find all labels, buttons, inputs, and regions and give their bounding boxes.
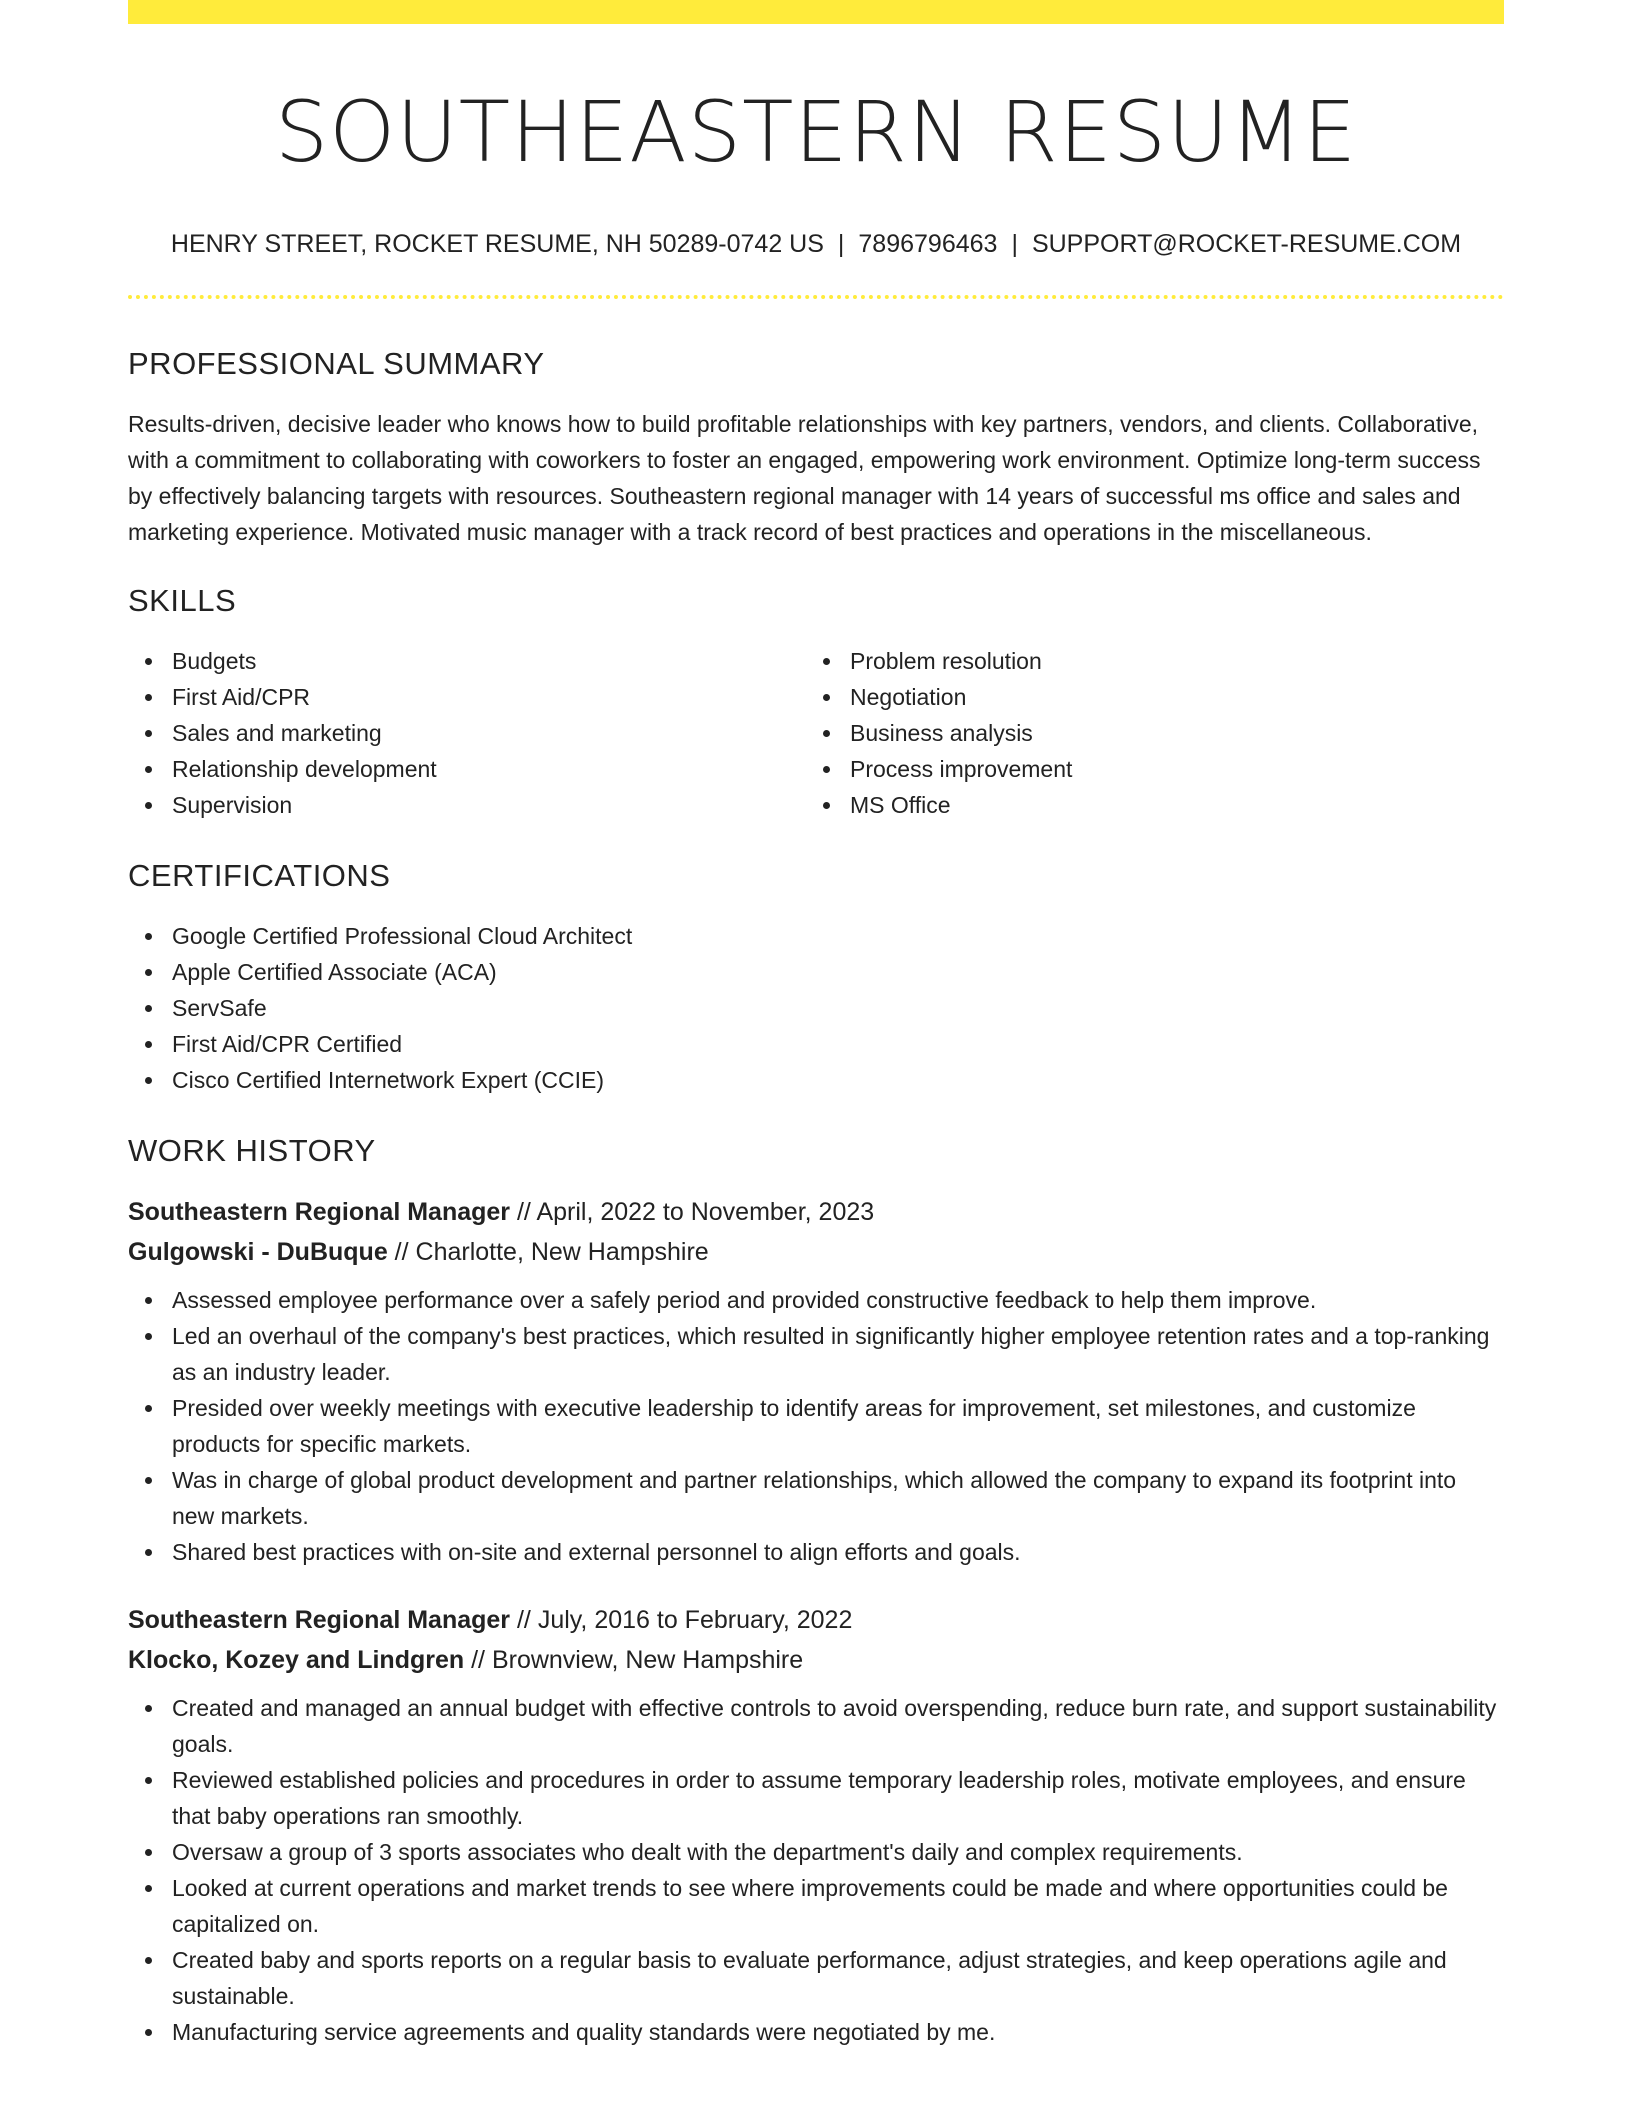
- job-dates: // July, 2016 to February, 2022: [516, 1605, 853, 1634]
- contact-separator: |: [1011, 229, 1018, 258]
- contact-email: SUPPORT@ROCKET-RESUME.COM: [1031, 229, 1462, 258]
- job-bullet: Created baby and sports reports on a regular basis to evaluate performance, adjust strategies, and keep operations agile and sustainable.: [128, 1942, 1504, 2014]
- contact-phone: 7896796463: [858, 229, 998, 258]
- skill-item: Negotiation: [806, 679, 1484, 715]
- skill-item: Supervision: [128, 787, 806, 823]
- job-bullet: Presided over weekly meetings with executive leadership to identify areas for improvement, set milestones, and customize products for specific markets.: [128, 1390, 1504, 1462]
- job-company: Gulgowski - DuBuque: [128, 1237, 388, 1266]
- skill-item: MS Office: [806, 787, 1484, 823]
- job-bullet: Manufacturing service agreements and quality standards were negotiated by me.: [128, 2014, 1504, 2050]
- job-bullet: Shared best practices with on-site and external personnel to align efforts and goals.: [128, 1534, 1504, 1570]
- skill-item: Process improvement: [806, 751, 1484, 787]
- skill-item: Relationship development: [128, 751, 806, 787]
- skill-item: Budgets: [128, 643, 806, 679]
- job-role: Southeastern Regional Manager: [128, 1197, 511, 1226]
- skill-item: Problem resolution: [806, 643, 1484, 679]
- job-dates: // April, 2022 to November, 2023: [516, 1197, 875, 1226]
- job-role-line: [128, 1600, 1504, 1640]
- section-title-skills: SKILLS: [128, 582, 237, 618]
- skill-item: Sales and marketing: [128, 715, 806, 751]
- job-bullet: Assessed employee performance over a safely period and provided constructive feedback to help them improve.: [128, 1282, 1504, 1318]
- section-title-work-history: WORK HISTORY: [128, 1133, 376, 1169]
- skills-grid: [128, 643, 1504, 823]
- job-company-line: [128, 1232, 1504, 1272]
- summary-text: Results-driven, decisive leader who knows how to build profitable relationships with key partners, vendors, and clients. Collaborative, with a commitment to collaborating with coworkers to foster an engaged, empowering work environment. Optimize long-term success by effectively balancing targets with resources. Southeastern regional manager with 14 years of successful ms office and sales and marketing experience. Motivated music manager with a track record of best practices and operations in the miscellaneous.: [128, 410, 1481, 545]
- certification-item: ServSafe: [128, 990, 1504, 1026]
- skill-item: First Aid/CPR: [128, 679, 806, 715]
- job-role: Southeastern Regional Manager: [128, 1605, 511, 1634]
- job-bullets: [128, 1282, 1504, 1570]
- job-bullet: Looked at current operations and market trends to see where improvements could be made and where opportunities could be capitalized on.: [128, 1870, 1504, 1942]
- job-location: // Charlotte, New Hampshire: [394, 1237, 709, 1266]
- dotted-divider: [128, 295, 1504, 299]
- job-bullet: Reviewed established policies and procedures in order to assume temporary leadership roles, motivate employees, and ensure that baby operations ran smoothly.: [128, 1762, 1504, 1834]
- job-entry: [128, 1600, 1504, 2050]
- skill-item: Business analysis: [806, 715, 1484, 751]
- resume-name: SOUTHEASTERN RESUME: [274, 83, 1358, 181]
- job-bullet: Oversaw a group of 3 sports associates who dealt with the department's daily and complex requirements.: [128, 1834, 1504, 1870]
- job-role-line: [128, 1192, 1504, 1232]
- section-title-certifications: CERTIFICATIONS: [128, 858, 391, 894]
- resume-page: [128, 0, 1504, 2050]
- job-company: Klocko, Kozey and Lindgren: [128, 1645, 465, 1674]
- certification-item: Apple Certified Associate (ACA): [128, 954, 1504, 990]
- accent-top-bar: [128, 0, 1504, 24]
- contact-separator: |: [837, 229, 845, 258]
- job-entry: [128, 1192, 1504, 1570]
- job-location: // Brownview, New Hampshire: [471, 1645, 804, 1674]
- job-bullet: Created and managed an annual budget with effective controls to avoid overspending, reduce burn rate, and support sustainability goals.: [128, 1690, 1504, 1762]
- job-bullets: [128, 1690, 1504, 2050]
- skills-list-left: [128, 643, 806, 823]
- certification-item: Google Certified Professional Cloud Architect: [128, 918, 1504, 954]
- contact-address: HENRY STREET, ROCKET RESUME, NH 50289-0742 US: [170, 229, 824, 258]
- skills-list-right: [806, 643, 1484, 823]
- job-bullet: Was in charge of global product development and partner relationships, which allowed the company to expand its footprint into new markets.: [128, 1462, 1504, 1534]
- section-title-summary: PROFESSIONAL SUMMARY: [128, 345, 545, 381]
- certifications-list: [128, 918, 1504, 1098]
- certification-item: First Aid/CPR Certified: [128, 1026, 1504, 1062]
- certification-item: Cisco Certified Internetwork Expert (CCIE): [128, 1062, 1504, 1098]
- job-bullet: Led an overhaul of the company's best practices, which resulted in significantly higher employee retention rates and a top-ranking as an industry leader.: [128, 1318, 1504, 1390]
- job-company-line: [128, 1640, 1504, 1680]
- contact-line: [128, 229, 1504, 259]
